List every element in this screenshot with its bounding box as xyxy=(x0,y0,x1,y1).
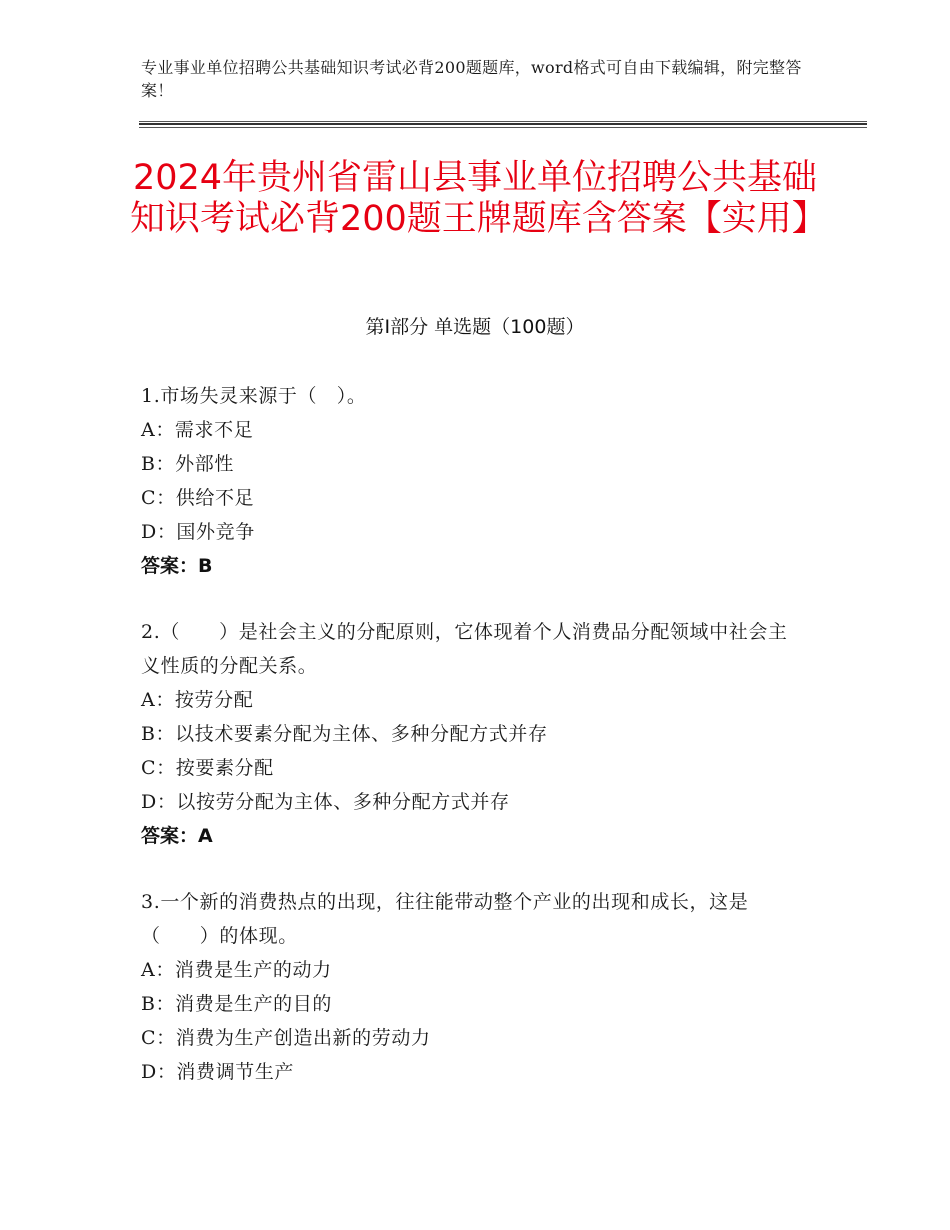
question-list xyxy=(141,379,801,1121)
option-d: D：以按劳分配为主体、多种分配方式并存 xyxy=(141,791,510,813)
option-a: A：按劳分配 xyxy=(141,689,254,711)
header-note: 专业事业单位招聘公共基础知识考试必背200题题库，word格式可自由下载编辑，附完整答案！ xyxy=(141,58,802,100)
question-1 xyxy=(141,379,801,583)
option-c: C：消费为生产创造出新的劳动力 xyxy=(141,1027,431,1049)
option-c: C：按要素分配 xyxy=(141,757,274,779)
option-b: B：外部性 xyxy=(141,453,234,475)
question-2 xyxy=(141,615,801,853)
question-stem: 3.一个新的消费热点的出现，往往能带动整个产业的出现和成长，这是（ ）的体现。 xyxy=(141,891,749,947)
answer-line: 答案：B xyxy=(141,555,213,577)
option-a: A：需求不足 xyxy=(141,419,254,441)
header-rule-top xyxy=(139,121,867,122)
option-a: A：消费是生产的动力 xyxy=(141,959,332,981)
option-c: C：供给不足 xyxy=(141,487,255,509)
question-stem: 1.市场失灵来源于（ ）。 xyxy=(141,385,367,407)
header-rule-middle xyxy=(139,123,867,125)
answer-line: 答案：A xyxy=(141,825,213,847)
section-heading: 第Ⅰ部分 单选题（100题） xyxy=(365,316,585,338)
option-d: D：国外竞争 xyxy=(141,521,255,543)
header-rule-bottom xyxy=(139,127,867,128)
option-b: B：以技术要素分配为主体、多种分配方式并存 xyxy=(141,723,548,745)
option-d: D：消费调节生产 xyxy=(141,1061,295,1083)
document-title: 2024年贵州省雷山县事业单位招聘公共基础知识考试必背200题王牌题库含答案【实用】 xyxy=(130,158,827,239)
question-3 xyxy=(141,885,801,1089)
question-stem: 2.（ ）是社会主义的分配原则，它体现着个人消费品分配领域中社会主义性质的分配关系。 xyxy=(141,621,788,677)
option-b: B：消费是生产的目的 xyxy=(141,993,332,1015)
